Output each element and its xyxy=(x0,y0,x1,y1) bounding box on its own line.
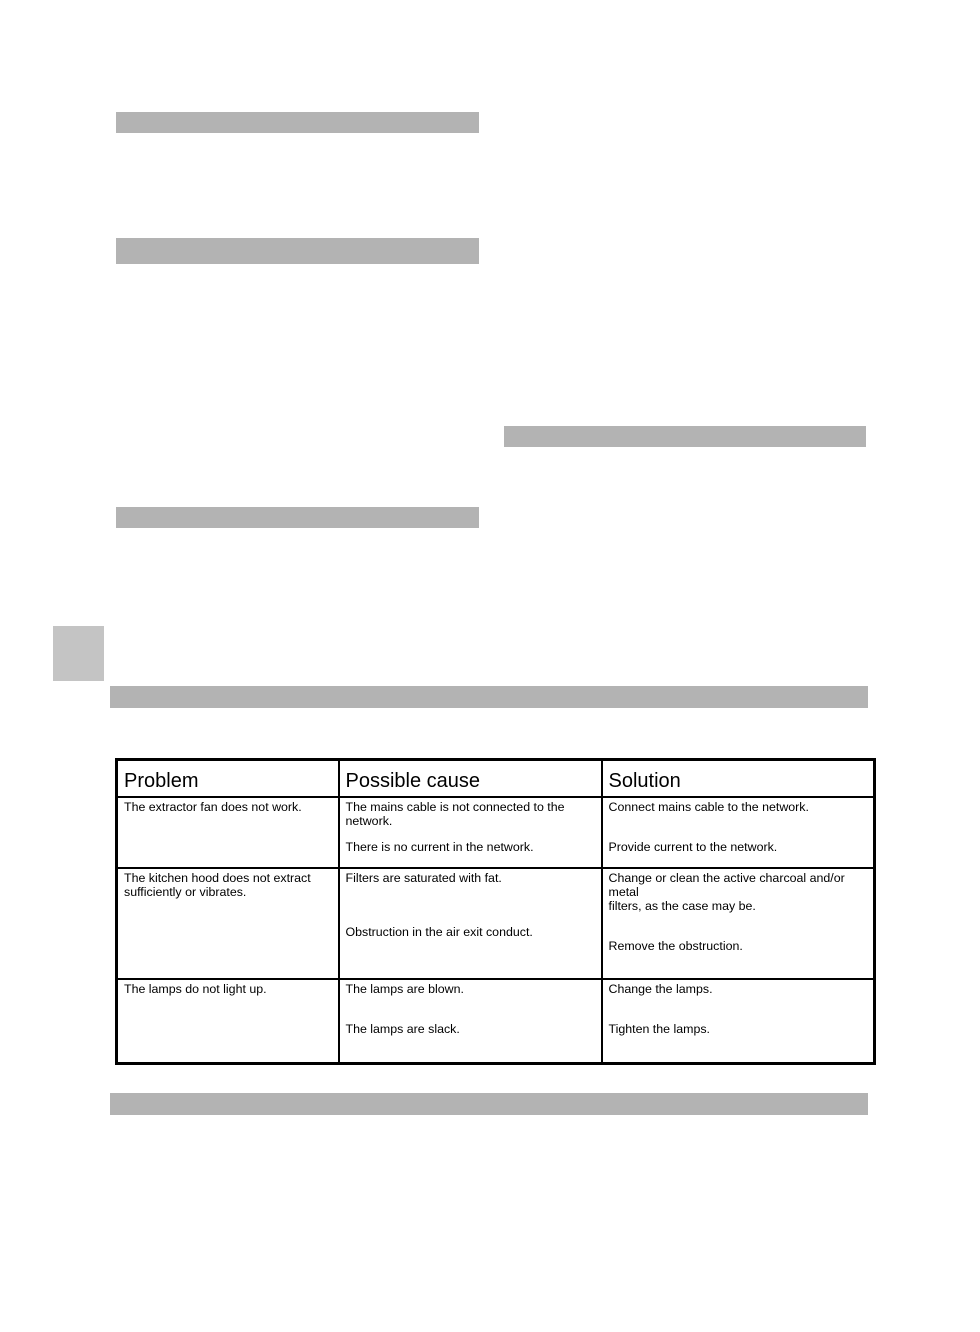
problem-cell xyxy=(117,868,339,979)
cause-text: Obstruction in the air exit conduct. xyxy=(345,924,533,939)
solution-text: Provide current to the network. xyxy=(608,839,778,854)
section-header-bar-after-table xyxy=(110,1093,868,1115)
column-header-problem: Problem xyxy=(117,760,339,797)
cause-text: Filters are saturated with fat. xyxy=(345,870,502,885)
solution-text: Change the lamps. xyxy=(608,981,713,996)
table-row xyxy=(117,797,875,868)
cause-text: The mains cable is not connected to the network. xyxy=(345,799,565,828)
cause-text: The lamps are slack. xyxy=(345,1021,460,1036)
cause-cell xyxy=(339,797,602,868)
cause-text: There is no current in the network. xyxy=(345,839,534,854)
section-header-bar-4 xyxy=(116,507,479,528)
cause-cell xyxy=(339,868,602,979)
solution-text: Tighten the lamps. xyxy=(608,1021,710,1036)
solution-cell xyxy=(602,868,875,979)
solution-text: Remove the obstruction. xyxy=(608,938,743,953)
table-row xyxy=(117,868,875,979)
solution-cell xyxy=(602,979,875,1064)
section-header-bar-1 xyxy=(116,112,479,133)
cause-text: The lamps are blown. xyxy=(345,981,464,996)
problem-text: The lamps do not light up. xyxy=(124,981,267,996)
column-header-possible-cause: Possible cause xyxy=(339,760,602,797)
table-header-row xyxy=(117,760,875,797)
problem-cell xyxy=(117,979,339,1064)
table-row xyxy=(117,979,875,1064)
section-header-bar-troubleshooting xyxy=(110,686,868,708)
section-header-bar-2 xyxy=(116,238,479,264)
problem-cell xyxy=(117,797,339,868)
problem-text: The extractor fan does not work. xyxy=(124,799,302,814)
section-header-bar-3 xyxy=(504,426,866,447)
side-language-tab xyxy=(53,626,104,681)
problem-text: The kitchen hood does not extract sufficiently or vibrates. xyxy=(124,870,311,899)
troubleshooting-table xyxy=(115,758,876,1065)
column-header-solution: Solution xyxy=(602,760,875,797)
cause-cell xyxy=(339,979,602,1064)
solution-cell xyxy=(602,797,875,868)
solution-text: Connect mains cable to the network. xyxy=(608,799,809,814)
solution-text: Change or clean the active charcoal and/or metal filters, as the case may be. xyxy=(608,870,845,913)
